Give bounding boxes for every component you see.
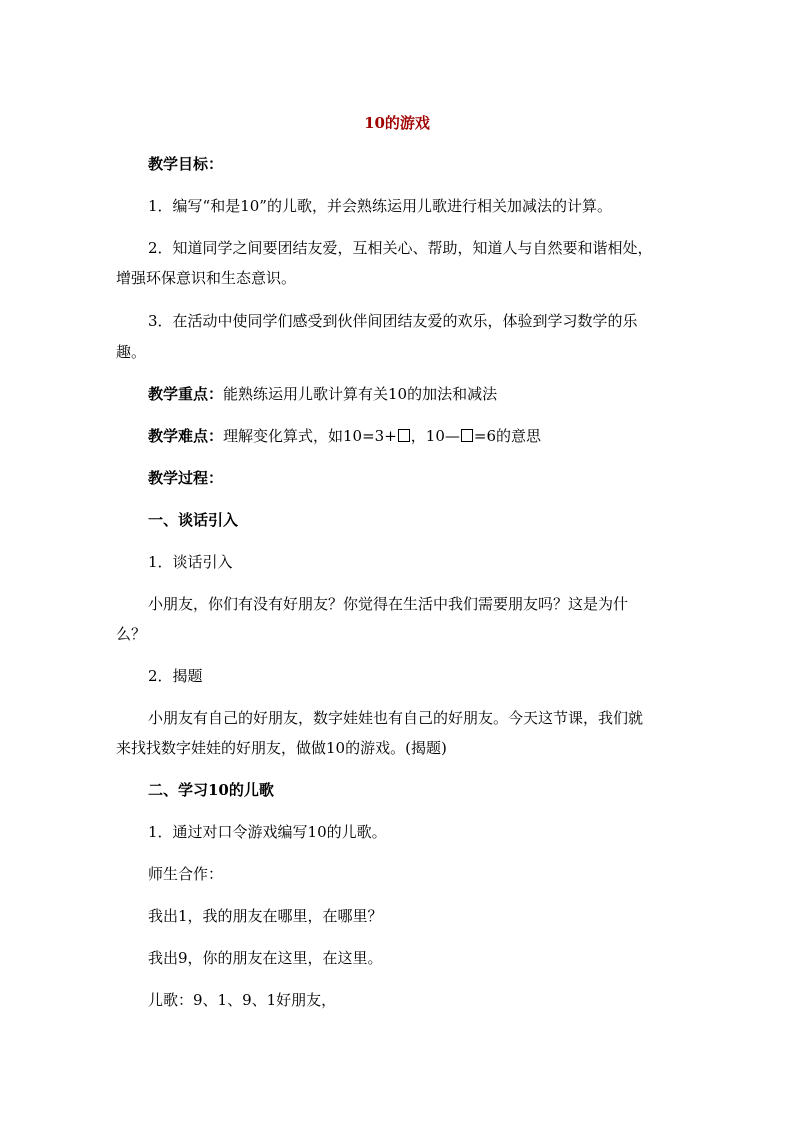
s2-line-b: 我出9，你的朋友在这里，在这里。 [148, 949, 383, 967]
s1-para-line2: 么？ [116, 625, 147, 643]
s2-line-a: 我出1，我的朋友在哪里，在哪里？ [148, 907, 383, 925]
objective-1: 1．编写“和是10”的儿歌，并会熟练运用儿歌进行相关加减法的计算。 [148, 197, 612, 215]
section2-heading: 二、学习10的儿歌 [148, 781, 274, 799]
difficulty-part2: ，10— [410, 427, 460, 445]
s1-item2: 2．揭题 [148, 667, 203, 685]
objectives-heading: 教学目标： [148, 155, 224, 173]
process-heading: 教学过程： [148, 469, 224, 487]
difficulty [148, 426, 541, 446]
blank-box-icon [398, 429, 410, 442]
blank-box-icon [461, 429, 473, 442]
s1-para2-line1: 小朋友有自己的好朋友，数字娃娃也有自己的好朋友。今天这节课，我们就 [148, 709, 644, 727]
s1-para2-line2: 来找找数字娃娃的好朋友，做做10的游戏。(揭题) [116, 739, 447, 757]
s1-item1: 1．谈话引入 [148, 553, 233, 571]
difficulty-part1: 理解变化算式，如10=3+ [223, 427, 397, 445]
difficulty-label: 教学难点： [148, 427, 224, 445]
section1-heading: 一、谈话引入 [148, 511, 239, 529]
s2-cooperation: 师生合作： [148, 865, 224, 883]
key-point [148, 384, 497, 404]
s2-item1: 1．通过对口令游戏编写10的儿歌。 [148, 823, 387, 841]
page-title: 10的游戏 [364, 114, 430, 132]
difficulty-part3: =6的意思 [473, 427, 542, 445]
s1-para-line1: 小朋友，你们有没有好朋友？你觉得在生活中我们需要朋友吗？这是为什 [148, 595, 629, 613]
s2-rhyme: 儿歌：9、1、9、1好朋友， [148, 991, 337, 1009]
objective-3-line2: 趣。 [116, 343, 147, 361]
objective-3-line1: 3．在活动中使同学们感受到伙伴间团结友爱的欢乐，体验到学习数学的乐 [148, 312, 638, 330]
key-point-text: 能熟练运用儿歌计算有关10的加法和减法 [223, 385, 498, 403]
objective-2-line1: 2．知道同学之间要团结友爱，互相关心、帮助，知道人与自然要和谐相处， [148, 239, 653, 257]
objective-2-line2: 增强环保意识和生态意识。 [116, 269, 297, 287]
key-point-label: 教学重点： [148, 385, 224, 403]
